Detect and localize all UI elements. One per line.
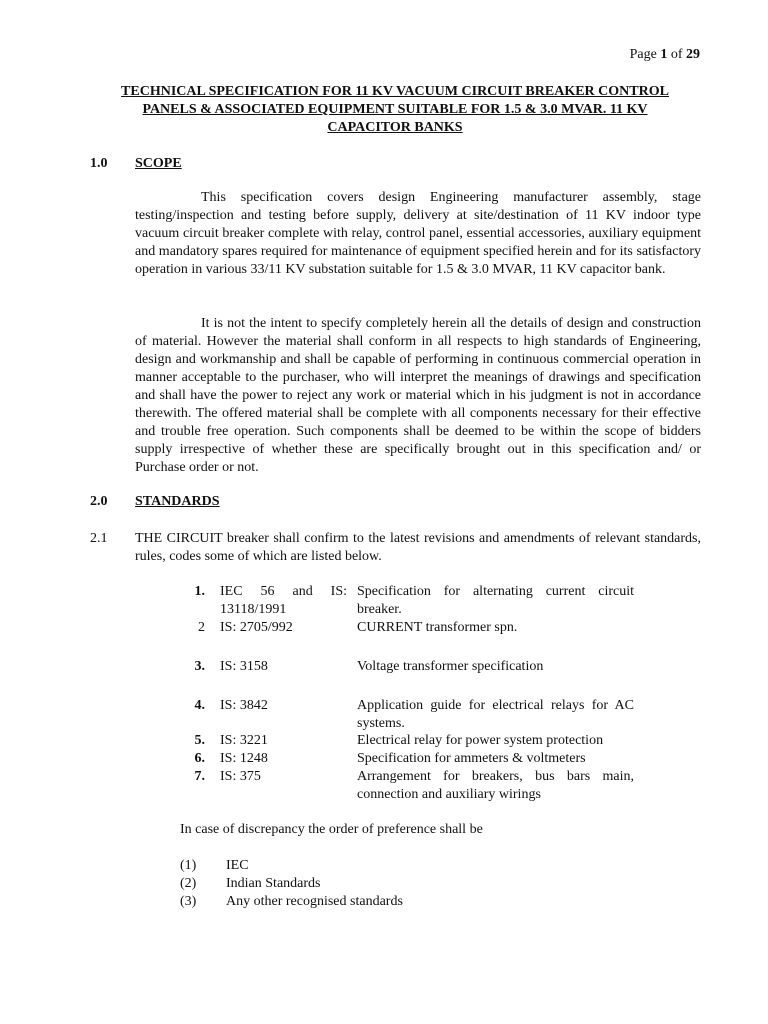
document-title	[90, 83, 700, 137]
preference-intro: In case of discrepancy the order of preference shall be	[180, 822, 483, 837]
list-item	[190, 768, 636, 804]
item-code: IS: 3842	[220, 698, 268, 713]
item-number: 7.	[194, 769, 205, 784]
item-description: Voltage transformer specification	[357, 659, 544, 674]
item-description: CURRENT transformer spn.	[357, 620, 518, 635]
section-number-scope: 1.0	[90, 156, 108, 171]
section-number-standards: 2.0	[90, 494, 108, 509]
item-code: IS: 375	[220, 769, 261, 784]
section-heading-scope: SCOPE	[135, 156, 182, 171]
item-description: Arrangement for breakers, bus bars main, connection and auxiliary wirings	[357, 769, 634, 802]
item-description: Application guide for electrical relays for AC systems.	[357, 698, 634, 731]
title-line-3: CAPACITOR BANKS	[327, 120, 463, 135]
item-code: IS: 2705/992	[220, 620, 293, 635]
item-number: 2	[198, 620, 205, 635]
item-code: IEC 56 and IS: 13118/1991	[220, 584, 347, 617]
title-line-1: TECHNICAL SPECIFICATION FOR 11 KV VACUUM CIRCUIT BREAKER CONTROL	[121, 84, 669, 99]
preference-number: (3)	[180, 894, 197, 909]
item-number: 5.	[194, 733, 205, 748]
item-code: IS: 3158	[220, 659, 268, 674]
list-item	[190, 750, 636, 768]
item-number: 6.	[194, 751, 205, 766]
preference-text: Any other recognised standards	[226, 894, 403, 909]
list-item	[190, 658, 636, 676]
item-number: 3.	[194, 659, 205, 674]
title-line-2: PANELS & ASSOCIATED EQUIPMENT SUITABLE FOR 1.5 & 3.0 MVAR. 11 KV	[142, 102, 648, 117]
section-heading-standards: STANDARDS	[135, 494, 220, 509]
scope-paragraph-2: It is not the intent to specify completely herein all the details of design and construction of material. However the material shall conform in all respects to high standards of Engineering, design and workmanship and shall be capable of performing in continuous commercial operation in manner acceptable to the purchaser, who will interpret the meanings of drawings and specification and shall have the power to reject any work or material which in his judgment is not in accordance therewith. The offered material shall be complete with all components necessary for their effective and trouble free operation. Such components shall be deemed to be within the scope of bidders supply irrespective of whether these are specifically brought out in this specification and/ or Purchase order or not.	[135, 316, 701, 475]
item-description: Specification for alternating current circuit breaker.	[357, 584, 634, 617]
preference-text: Indian Standards	[226, 876, 321, 891]
page-number: Page 1 of 29	[629, 47, 700, 62]
preference-text: IEC	[226, 858, 249, 873]
item-code: IS: 1248	[220, 751, 268, 766]
preference-number: (1)	[180, 858, 197, 873]
subsection-number: 2.1	[90, 531, 108, 546]
item-description: Specification for ammeters & voltmeters	[357, 751, 586, 766]
list-item	[190, 697, 636, 733]
item-code: IS: 3221	[220, 733, 268, 748]
list-item	[190, 732, 636, 750]
preference-number: (2)	[180, 876, 197, 891]
item-description: Electrical relay for power system protection	[357, 733, 604, 748]
item-number: 1.	[194, 584, 205, 599]
list-item	[190, 583, 636, 619]
item-number: 4.	[194, 698, 205, 713]
standards-intro: THE CIRCUIT breaker shall confirm to the latest revisions and amendments of relevant standards, rules, codes some of which are listed below.	[135, 531, 701, 564]
list-item	[190, 619, 636, 637]
scope-paragraph-1: This specification covers design Engineering manufacturer assembly, stage testing/inspection and testing before supply, delivery at site/destination of 11 KV indoor type vacuum circuit breaker complete with relay, control panel, essential accessories, auxiliary equipment and mandatory spares required for maintenance of equipment specified herein and for its satisfactory operation in various 33/11 KV substation suitable for 1.5 & 3.0 MVAR, 11 KV capacitor bank.	[135, 190, 701, 277]
